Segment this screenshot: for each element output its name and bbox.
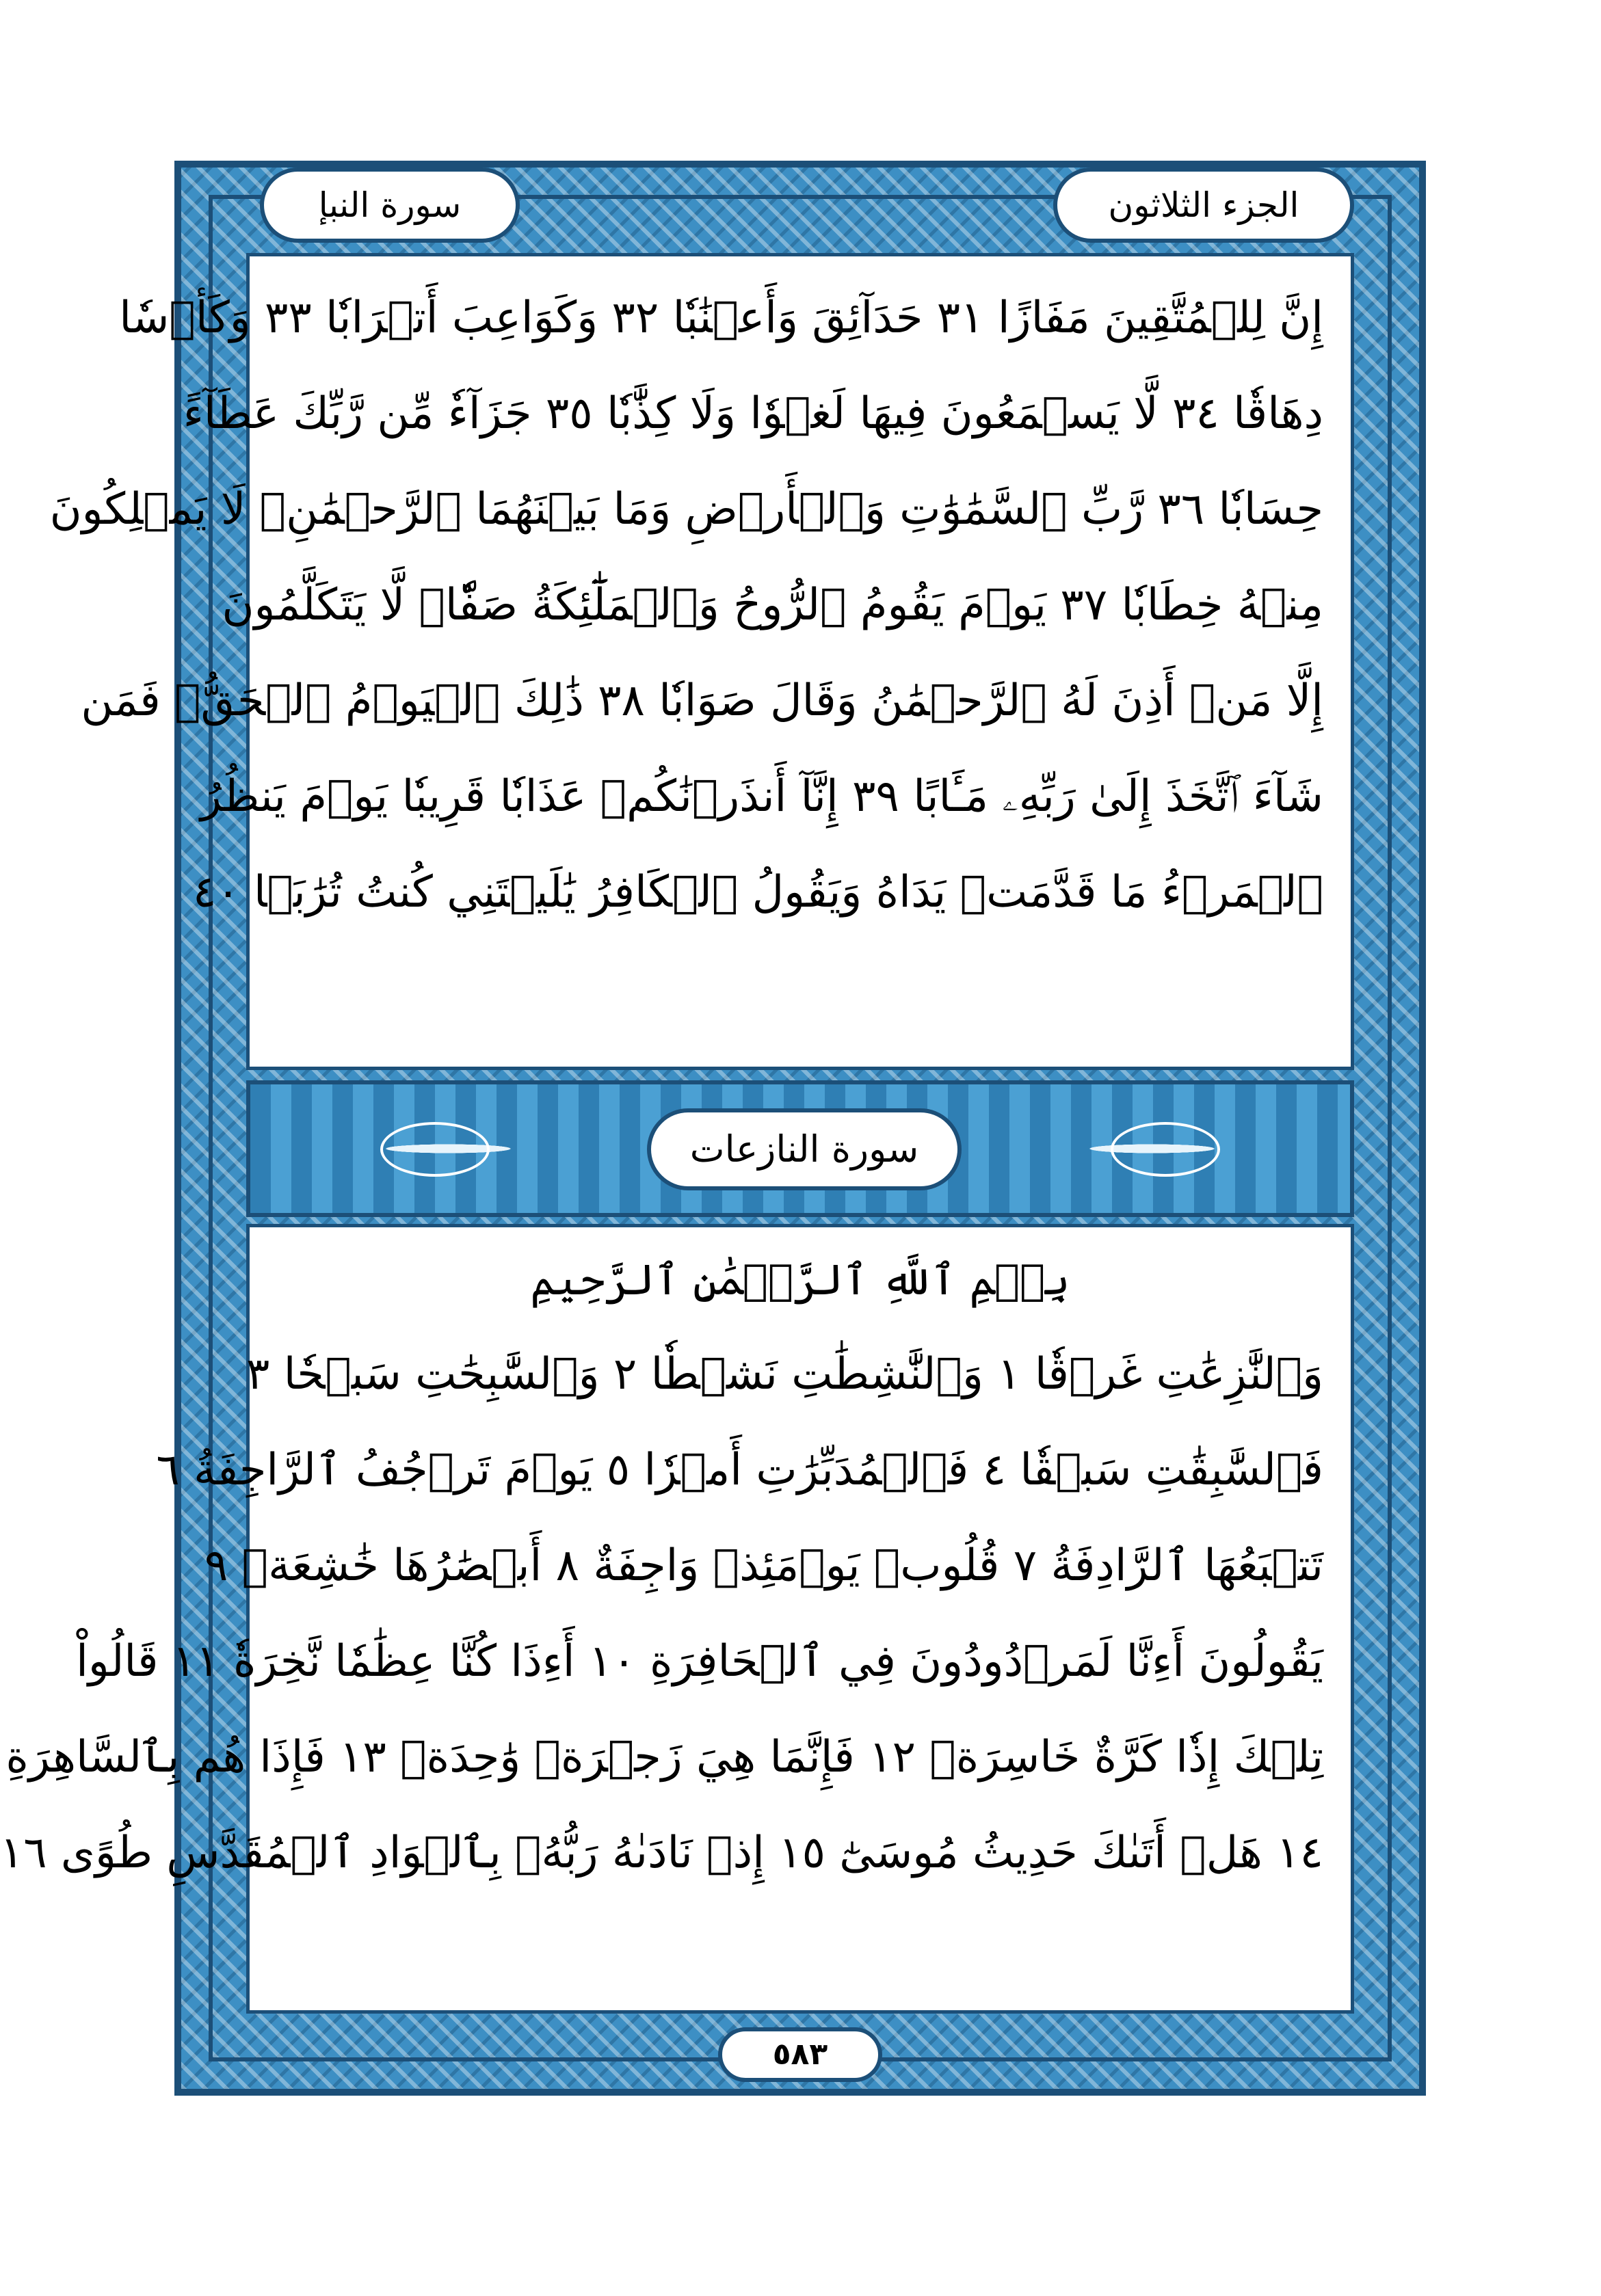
- text-panel-top: [49, 253, 1354, 1070]
- verse-line: تَتۡبَعُهَا ٱلرَّادِفَةُ ٧ قُلُوبٞ يَوۡمَئِذٖ وَاجِفَةٌ ٨ أَبۡصَٰرُهَا خَٰشِعَةٞ ٩: [204, 1540, 1323, 1591]
- surah-title-banner: [246, 1080, 1354, 1217]
- banner-ornament-left: [380, 1122, 490, 1177]
- verse-line: دِهَاقٗا ٣٤ لَّا يَسۡمَعُونَ فِيهَا لَغۡوٗا وَلَا كِذَّٰبٗا ٣٥ جَزَآءٗ مِّن رَّبِّكَ عَطَآءً: [183, 388, 1323, 439]
- text-panel-bottom: [0, 1224, 1354, 2014]
- surah-title: سورة النازعات: [647, 1108, 962, 1190]
- verse-line: إِلَّا مَنۡ أَذِنَ لَهُ ٱلرَّحۡمَٰنُ وَقَالَ صَوَابٗا ٣٨ ذَٰلِكَ ٱلۡيَوۡمُ ٱلۡحَقُّۖ فَمَن: [81, 676, 1323, 726]
- surah-header-label: سورة النبإ: [260, 168, 520, 243]
- verse-line: ١٤ هَلۡ أَتَىٰكَ حَدِيثُ مُوسَىٰٓ ١٥ إِذۡ نَادَىٰهُ رَبُّهُۥ بِٱلۡوَادِ ٱلۡمُقَدَّسِ طُوًى ١٦: [0, 1828, 1323, 1878]
- page-number: ٥٨٣: [718, 2027, 882, 2082]
- verse-line: يَقُولُونَ أَءِنَّا لَمَرۡدُودُونَ فِي ٱلۡحَافِرَةِ ١٠ أَءِذَا كُنَّا عِظَٰمٗا نَّخِرَةٗ ١١ قَالُواْ: [76, 1636, 1323, 1687]
- verse-line: فَٱلسَّٰبِقَٰتِ سَبۡقٗا ٤ فَٱلۡمُدَبِّرَٰتِ أَمۡرٗا ٥ يَوۡمَ تَرۡجُفُ ٱلرَّاجِفَةُ ٦: [156, 1445, 1323, 1495]
- verse-line: شَآءَ ٱتَّخَذَ إِلَىٰ رَبِّهِۦ مَـَٔابًا ٣٩ إِنَّآ أَنذَرۡنَٰكُمۡ عَذَابٗا قَرِيبٗا يَوۡمَ يَنظُرُ: [200, 771, 1323, 822]
- verse-line: إِنَّ لِلۡمُتَّقِينَ مَفَازًا ٣١ حَدَآئِقَ وَأَعۡنَٰبٗا ٣٢ وَكَوَاعِبَ أَتۡرَابٗا ٣٣ وَكَأۡسٗا: [119, 293, 1323, 343]
- juz-header-label: الجزء الثلاثون: [1053, 168, 1354, 243]
- verse-line: ٱلۡمَرۡءُ مَا قَدَّمَتۡ يَدَاهُ وَيَقُولُ ٱلۡكَافِرُ يَٰلَيۡتَنِي كُنتُ تُرَٰبَۢا ٤٠: [192, 867, 1323, 918]
- verse-line: وَٱلنَّٰزِعَٰتِ غَرۡقٗا ١ وَٱلنَّٰشِطَٰتِ نَشۡطٗا ٢ وَٱلسَّٰبِحَٰتِ سَبۡحٗا ٣: [246, 1349, 1323, 1400]
- verse-line: مِنۡهُ خِطَابٗا ٣٧ يَوۡمَ يَقُومُ ٱلرُّوحُ وَٱلۡمَلَٰٓئِكَةُ صَفّٗاۖ لَّا يَتَكَلَّمُونَ: [222, 580, 1323, 630]
- basmala: بِسۡمِ ٱللَّهِ ٱلرَّحۡمَٰنِ ٱلرَّحِيمِ: [530, 1255, 1070, 1305]
- banner-ornament-right: [1111, 1122, 1220, 1177]
- verse-line: تِلۡكَ إِذٗا كَرَّةٌ خَاسِرَةٞ ١٢ فَإِنَّمَا هِيَ زَجۡرَةٞ وَٰحِدَةٞ ١٣ فَإِذَا هُم بِٱلسَّاهِرَةِ: [5, 1732, 1323, 1783]
- verse-line: حِسَابٗا ٣٦ رَّبِّ ٱلسَّمَٰوَٰتِ وَٱلۡأَرۡضِ وَمَا بَيۡنَهُمَا ٱلرَّحۡمَٰنِۖ لَا يَمۡلِكُونَ: [49, 484, 1323, 535]
